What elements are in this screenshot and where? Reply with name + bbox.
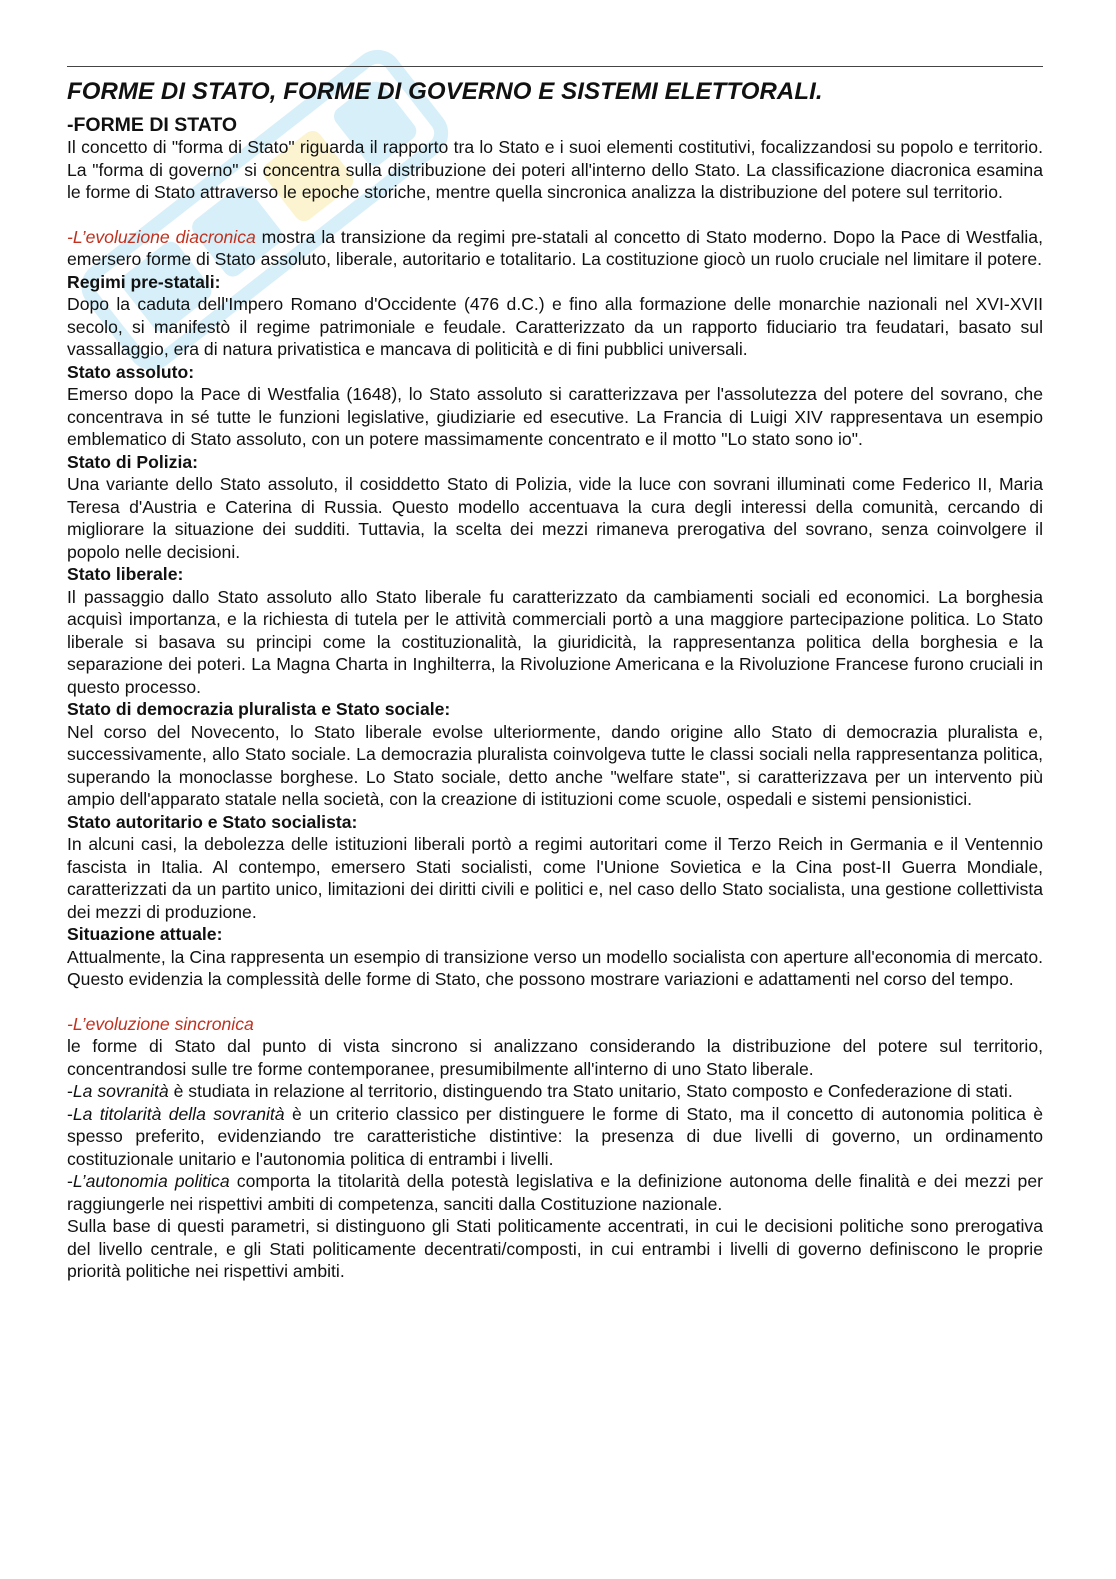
intro-paragraph: Il concetto di "forma di Stato" riguarda il rapporto tra lo Stato e i suoi elementi costitutivi, focalizzandosi su popolo e territorio. La "forma di governo" si concentra sulla distribuzione dei poteri all'interno dello Stato. La classificazione diacronica esamina le forme di Stato attraverso le epoche storiche, mentre quella sincronica analizza la distribuzione del potere sul territorio. bbox=[67, 137, 1043, 202]
diacronica-heading: -L’evoluzione diacronica bbox=[67, 226, 256, 247]
subsection-text: In alcuni casi, la debolezza delle istituzioni liberali portò a regimi autoritari come il Terzo Reich in Germania e il Ventennio fascista in Italia. Al contempo, emersero Stati socialisti, come l'Unione Sovietica e la Cina post-II Guerra Mondiale, caratterizzati da un partito unico, limitazioni dei diritti civili e politici e, nel caso dello Stato socialista, una gestione collettivista dei mezzi di produzione. bbox=[67, 834, 1043, 922]
subsection-text: Emerso dopo la Pace di Westfalia (1648), lo Stato assoluto si caratterizzava per l'assolutezza del potere del sovrano, che concentrava in sé tutte le funzioni legislative, giudiziarie ed esecutive. La Francia di Luigi XIV rappresentava un esempio emblematico di Stato assoluto, con un potere massimamente concentrato e il motto "Lo stato sono io". bbox=[67, 384, 1043, 449]
subsection-text: Nel corso del Novecento, lo Stato liberale evolse ulteriormente, dando origine allo Stato di democrazia pluralista e, successivamente, allo Stato sociale. La democrazia pluralista coinvolgeva tutte le classi sociali nella rappresentanza politica, superando la monoclasse borghese. Lo Stato sociale, detto anche "welfare state", si caratterizzava per un intervento più ampio dell'apparato statale nella società, con la creazione di istituzioni come scuole, ospedali e sistemi pensionistici. bbox=[67, 721, 1043, 809]
subsection-title: Stato assoluto: bbox=[67, 361, 195, 382]
diacronica-text: mostra la transizione da regimi pre-statali al concetto di Stato moderno. Dopo la Pace di Westfalia, emersero forme di Stato assoluto, liberale, autoritario e totalitario. La costituzione giocò un ruolo cruciale nel limitare il potere. bbox=[67, 226, 1043, 269]
item-text: è un criterio classico per distinguere le forme di Stato, ma il concetto di autonomia politica è spesso preferito, evidenziando tre caratteristiche distintive: la presenza di due livelli di governo, un ordinamento costituzionale unitario e l'autonomia politica di entrambi i livelli. bbox=[67, 1103, 1043, 1169]
item-dash: - bbox=[67, 1103, 73, 1124]
sincronica-closing: Sulla base di questi parametri, si distinguono gli Stati politicamente accentrati, in cui le decisioni politiche sono prerogativa del livello centrale, e gli Stati politicamente decentrati/composti, in cui entrambi i livelli di governo definiscono le proprie priorità politiche nei rispettivi ambiti. bbox=[67, 1216, 1043, 1281]
subsection-title: Stato di democrazia pluralista e Stato sociale: bbox=[67, 699, 451, 719]
sincronica-item bbox=[67, 1170, 1043, 1215]
subsection-title: Stato liberale: bbox=[67, 564, 184, 584]
item-dash: - bbox=[67, 1081, 73, 1101]
subsection-title: Stato di Polizia: bbox=[67, 451, 198, 472]
sincronica-item bbox=[67, 1103, 1043, 1171]
subsection-title: Stato autoritario e Stato socialista: bbox=[67, 811, 358, 832]
subsection-text: Dopo la caduta dell'Impero Romano d'Occidente (476 d.C.) e fino alla formazione delle monarchie nazionali nel XVI-XVII secolo, si manifestò il regime patrimoniale e feudale. Caratterizzato da un rapporto fiduciario tra feudatari, basato sul vassallaggio, era di natura privatistica e mancava di politicità e di fini pubblici universali. bbox=[67, 294, 1043, 359]
page-title: FORME DI STATO, FORME DI GOVERNO E SISTEMI ELETTORALI. bbox=[67, 78, 823, 105]
item-term: L’autonomia politica bbox=[72, 1171, 230, 1191]
diacronica-paragraph bbox=[67, 226, 1043, 271]
sincronica-item bbox=[67, 1080, 1043, 1103]
subsection-text: Attualmente, la Cina rappresenta un esempio di transizione verso un modello socialista con aperture all'economia di mercato. Questo evidenzia la complessità delle forme di Stato, che possono mostrare variazioni e adattamenti nel corso del tempo. bbox=[67, 946, 1043, 989]
item-dash: - bbox=[67, 1171, 73, 1191]
sincronica-intro: le forme di Stato dal punto di vista sincrono si analizzano considerando la distribuzione del potere sul territorio, concentrandosi sulle tre forme contemporanee, presumibilmente all'interno di uno Stato liberale. bbox=[67, 1036, 1043, 1079]
subsection-text: Una variante dello Stato assoluto, il cosiddetto Stato di Polizia, vide la luce con sovrani illuminati come Federico II, Maria Teresa d'Austria e Caterina di Russia. Questo modello accentuava la cura degli interessi della comunità, cercando di migliorare la situazione dei sudditi. Tuttavia, la scelta dei mezzi rimaneva prerogativa del sovrano, senza coinvolgere il popolo nelle decisioni. bbox=[67, 474, 1043, 562]
subsection-title: Situazione attuale: bbox=[67, 924, 223, 944]
item-term: La sovranità bbox=[72, 1081, 169, 1101]
document-page bbox=[67, 66, 1043, 1283]
subsection-title: Regimi pre-statali: bbox=[67, 271, 221, 292]
item-text: comporta la titolarità della potestà legislativa e la definizione autonoma delle finalità e dei mezzi per raggiungerle nei rispettivi ambiti di competenza, sanciti dalla Costituzione nazionale. bbox=[67, 1171, 1043, 1214]
sincronica-heading: -L’evoluzione sincronica bbox=[67, 1013, 254, 1034]
top-divider bbox=[67, 66, 1043, 67]
item-term: La titolarità della sovranità bbox=[72, 1103, 285, 1124]
section-heading: -FORME DI STATO bbox=[67, 114, 238, 136]
subsection-text: Il passaggio dallo Stato assoluto allo Stato liberale fu caratterizzato da cambiamenti sociali ed economici. La borghesia acquisì importanza, e la richiesta di tutela per le attività commerciali portò a una maggiore partecipazione politica. Lo Stato liberale si basava su principi come la costituzionalità, la giuridicità, la rappresentanza politica della borghesia e la separazione dei poteri. La Magna Charta in Inghilterra, la Rivoluzione Americana e la Rivoluzione Francese furono cruciali in questo processo. bbox=[67, 586, 1043, 697]
item-text: è studiata in relazione al territorio, distinguendo tra Stato unitario, Stato composto e Confederazione di stati. bbox=[168, 1081, 1013, 1101]
